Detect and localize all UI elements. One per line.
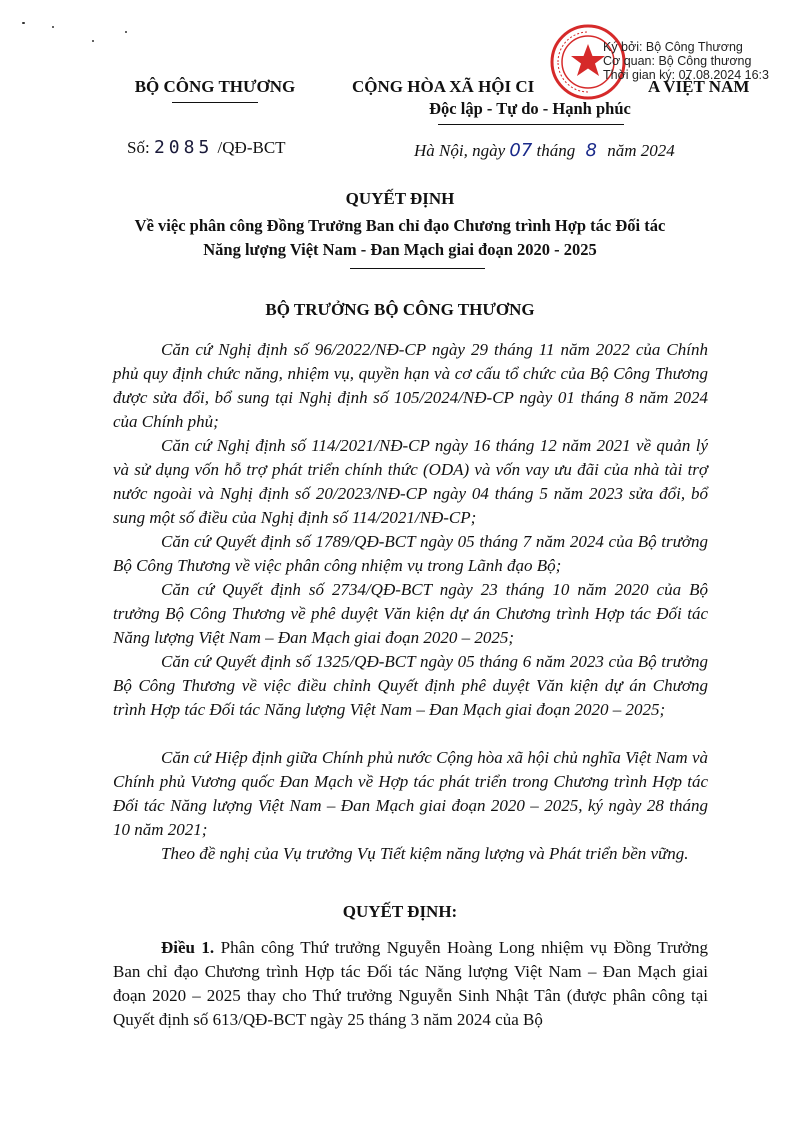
date-year: năm 2024: [607, 141, 675, 160]
scan-speck: [125, 31, 127, 33]
consideration-1: Căn cứ Nghị định số 96/2022/NĐ-CP ngày 29 tháng 11 năm 2022 của Chính phủ quy định chức năng, nhiệm vụ, quyền hạn và cơ cấu tổ chức của Bộ Công Thương được sửa đổi, bổ sung tại Nghị định số 105/2024/NĐ-CP ngày 01 tháng 8 năm 2024 của Chính phủ;: [113, 340, 708, 431]
date-place: Hà Nội, ngày: [414, 141, 506, 160]
decision-heading: QUYẾT ĐỊNH:: [342, 902, 458, 921]
scan-speck: [22, 22, 25, 24]
signature-agency: Cơ quan: Bộ Công thương: [603, 54, 752, 68]
number-value: 2085: [153, 137, 214, 158]
document-number: [127, 137, 286, 158]
signature-signer: Ký bởi: Bộ Công Thương: [603, 40, 743, 54]
number-prefix: Số:: [127, 138, 150, 157]
article-1-label: Điều 1.: [161, 938, 215, 957]
consideration-5: Căn cứ Quyết định số 1325/QĐ-BCT ngày 05 tháng 6 năm 2023 của Bộ trưởng Bộ Công Thương về việc điều chỉnh Quyết định phê duyệt Văn kiện dự án Chương trình Hợp tác Đối tác Năng lượng Việt Nam – Đan Mạch giai đoạn 2020 – 2025;: [113, 652, 708, 719]
digital-signature-info: [603, 40, 800, 82]
number-suffix: /QĐ-BCT: [217, 138, 286, 157]
republic-name-end: A VIỆT NAM: [648, 77, 750, 96]
article-1-text: Phân công Thứ trưởng Nguyễn Hoàng Long nhiệm vụ Đồng Trưởng Ban chỉ đạo Chương trình Hợp tác Đối tác Năng lượng Việt Nam – Đan Mạch giai đoạn 2020 – 2025 thay cho Thứ trưởng Nguyễn Sinh Nhật Tân (được phân công tại Quyết định số 613/QĐ-BCT ngày 25 tháng 3 năm 2024 của Bộ: [113, 938, 709, 1029]
consideration-6: Căn cứ Hiệp định giữa Chính phủ nước Cộng hòa xã hội chủ nghĩa Việt Nam và Chính phủ Vương quốc Đan Mạch về Hợp tác phát triển trong Chương trình Hợp tác Đối tác Năng lượng Việt Nam – Đan Mạch giai đoạn 2020 – 2025, ký ngày 28 tháng 10 năm 2021;: [113, 748, 708, 839]
consideration-2: Căn cứ Nghị định số 114/2021/NĐ-CP ngày 16 tháng 12 năm 2021 về quản lý và sử dụng vốn hỗ trợ phát triển chính thức (ODA) và vốn vay ưu đãi của nhà tài trợ nước ngoài và Nghị định số 20/2023/NĐ-CP ngày 04 tháng 5 năm 2023 sửa đổi, bổ sung một số điều của Nghị định số 114/2021/NĐ-CP;: [113, 436, 708, 527]
republic-name-start: CỘNG HÒA XÃ HỘI CI: [352, 77, 535, 96]
issuing-authority: BỘ TRƯỞNG BỘ CÔNG THƯƠNG: [265, 300, 535, 319]
consideration-7: Theo đề nghị của Vụ trưởng Vụ Tiết kiệm năng lượng và Phát triển bền vững.: [161, 844, 689, 863]
signature-time: Thời gian ký: 07.08.2024 16:3: [603, 68, 769, 82]
national-motto: Độc lập - Tự do - Hạnh phúc: [429, 99, 631, 118]
scan-speck: [52, 26, 54, 28]
consideration-4: Căn cứ Quyết định số 2734/QĐ-BCT ngày 23 tháng 10 năm 2020 của Bộ trưởng Bộ Công Thương về phê duyệt Văn kiện dự án Chương trình Hợp tác Đối tác Năng lượng Việt Nam – Đan Mạch giai đoạn 2020 – 2025;: [113, 580, 708, 647]
date-month-label: tháng: [536, 141, 576, 160]
document-title: QUYẾT ĐỊNH: [345, 189, 455, 208]
consideration-3: Căn cứ Quyết định số 1789/QĐ-BCT ngày 05 tháng 7 năm 2024 của Bộ trưởng Bộ Công Thương về việc phân công nhiệm vụ trong Lãnh đạo Bộ;: [113, 532, 708, 575]
article-1: [113, 936, 708, 1032]
issue-date: [414, 140, 675, 161]
republic-name: [352, 77, 534, 97]
motto-underline: [438, 124, 624, 125]
ministry-name: BỘ CÔNG THƯƠNG: [134, 77, 296, 96]
subtitle-line-2: Năng lượng Việt Nam - Đan Mạch giai đoạn 2020 - 2025: [203, 240, 597, 259]
subtitle-line-1: Về việc phân công Đồng Trưởng Ban chỉ đạo Chương trình Hợp tác Đối tác: [134, 216, 666, 235]
date-day: 07: [509, 140, 533, 161]
date-month: 8: [585, 140, 597, 161]
scan-speck: [92, 40, 94, 42]
ministry-underline: [172, 102, 258, 103]
title-underline: [350, 268, 485, 269]
